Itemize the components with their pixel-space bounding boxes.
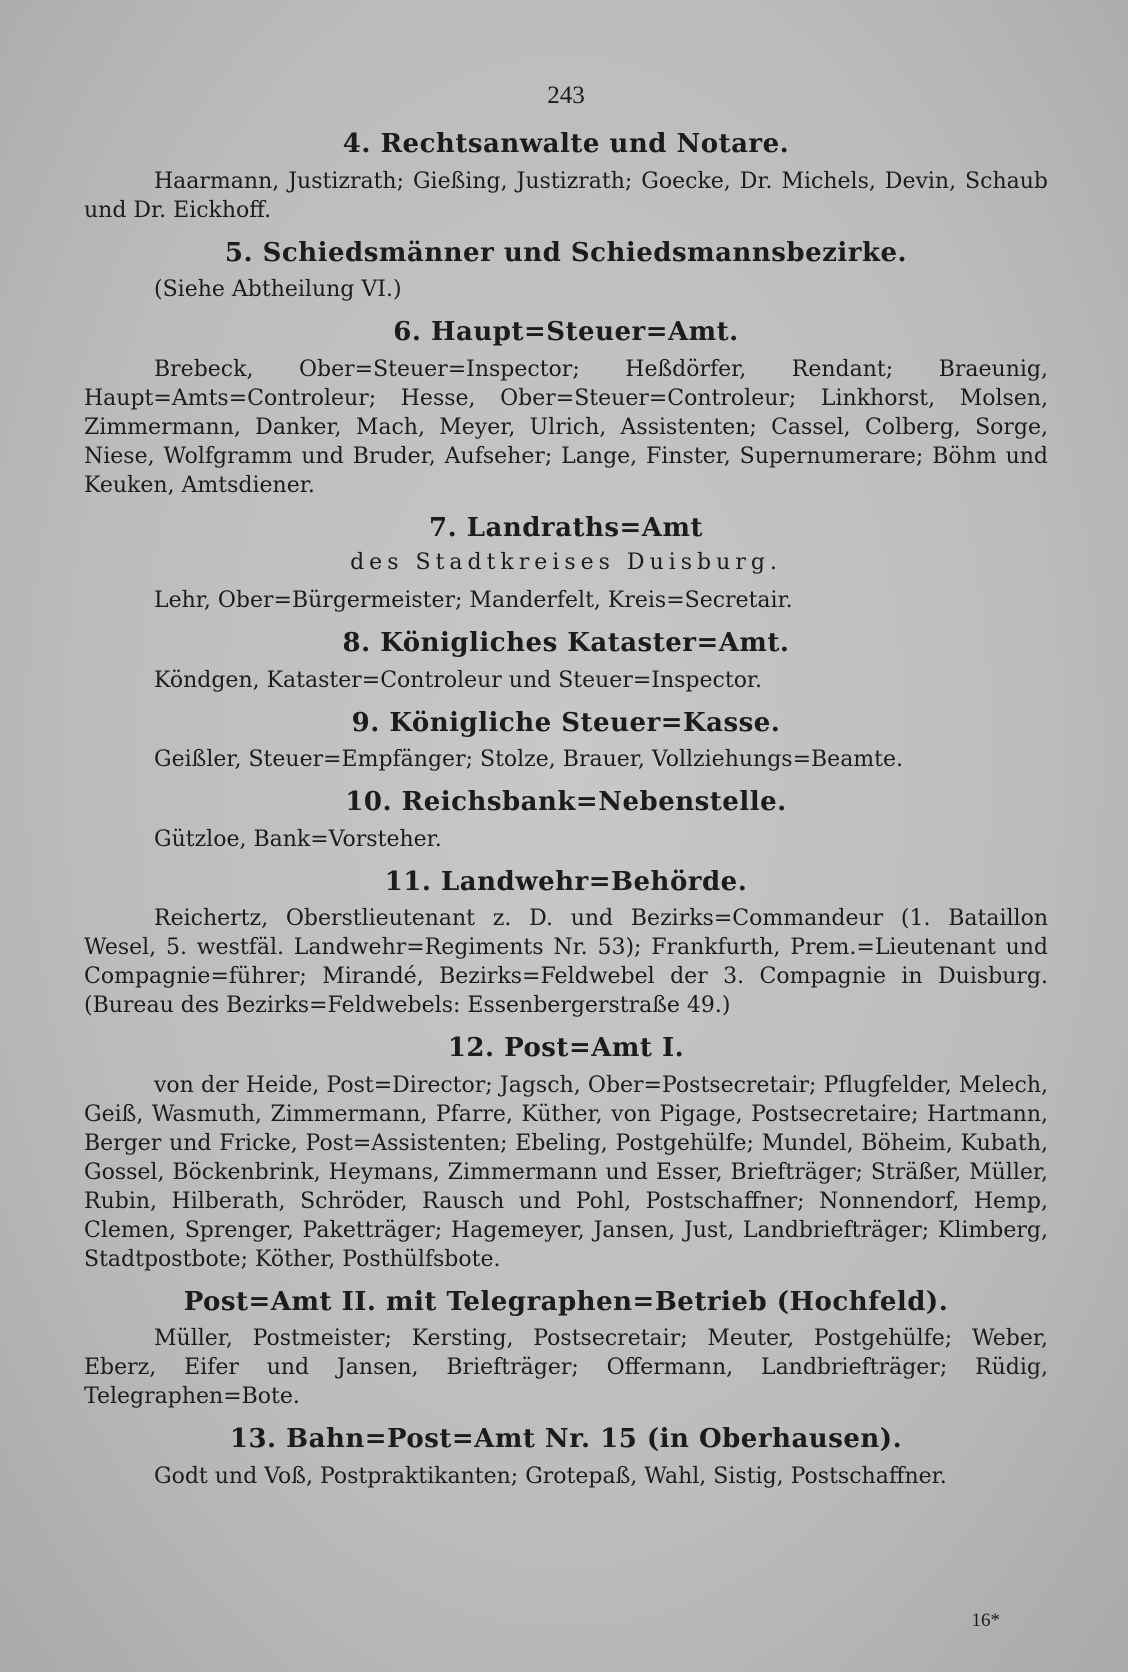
signature-mark: 16* bbox=[971, 1610, 1000, 1631]
section-post-amt-1 bbox=[84, 1032, 1048, 1274]
section-heading: 8. Königliches Kataster=Amt. bbox=[342, 628, 790, 659]
section-haupt-steuer-amt bbox=[84, 316, 1048, 500]
section-text: Köndgen, Kataster=Controleur und Steuer=Inspector. bbox=[154, 667, 763, 693]
section-post-amt-2 bbox=[84, 1286, 1048, 1412]
section-heading: 12. Post=Amt I. bbox=[447, 1033, 685, 1064]
section-heading: 9. Königliche Steuer=Kasse. bbox=[351, 707, 781, 738]
section-text: Lehr, Ober=Bürgermeister; Manderfelt, Kreis=Secretair. bbox=[154, 588, 793, 614]
section-kataster-amt bbox=[84, 627, 1048, 695]
section-landwehr-behoerde bbox=[84, 866, 1048, 1021]
section-landraths-amt bbox=[84, 512, 1048, 616]
section-text: Geißler, Steuer=Empfänger; Stolze, Brauer, Vollziehungs=Beamte. bbox=[154, 747, 904, 773]
section-heading: 11. Landwehr=Behörde. bbox=[384, 866, 748, 897]
section-text: Brebeck, Ober=Steuer=Inspector; Heßdörfer, Rendant; Braeunig, Haupt=Amts=Controleur; Hesse, Ober=Steuer=Controleur; Linkhorst, Molsen, Zimmermann, Danker, Mach, Meyer, Ulrich, Assistenten; Cassel, Colberg, Sorge, Niese, Wolfgramm und Bruder, Aufseher; Lange, Finster, Supernumerare; Böhm und Keuken, Amtsdiener. bbox=[84, 356, 1048, 498]
section-subheading: des Stadtkreises Duisburg. bbox=[350, 550, 782, 575]
section-heading: 4. Rechtsanwalte und Notare. bbox=[342, 129, 790, 159]
page-number: 243 bbox=[547, 82, 585, 109]
section-bahn-post-amt bbox=[84, 1423, 1048, 1491]
section-heading: 7. Landraths=Amt bbox=[429, 512, 703, 543]
section-heading: 10. Reichsbank=Nebenstelle. bbox=[345, 787, 787, 818]
section-reichsbank bbox=[84, 786, 1048, 854]
section-text: Reichertz, Oberstlieutenant z. D. und Bezirks=Commandeur (1. Bataillon Wesel, 5. westfäl. Landwehr=Regiments Nr. 53); Frankfurth, Prem.=Lieutenant und Compagnie=führer; Mirandé, Bezirks=Feldwebel der 3. Compagnie in Duisburg. (Bureau des Bezirks=Feldwebels: Essenbergerstraße 49.) bbox=[84, 906, 1048, 1019]
section-heading: Post=Amt II. mit Telegraphen=Betrieb (Hochfeld). bbox=[183, 1286, 949, 1317]
section-steuer-kasse bbox=[84, 707, 1048, 775]
section-heading: 13. Bahn=Post=Amt Nr. 15 (in Oberhausen). bbox=[229, 1424, 903, 1455]
section-heading: 6. Haupt=Steuer=Amt. bbox=[393, 317, 739, 347]
section-text: von der Heide, Post=Director; Jagsch, Ober=Postsecretair; Pflugfelder, Melech, Geiß, Wasmuth, Zimmermann, Pfarre, Küther, von Pigage, Postsecretaire; Hartmann, Berger und Fricke, Post=Assistenten; Ebeling, Postgehülfe; Mundel, Böheim, Kubath, Gossel, Böckenbrink, Heymans, Zimmermann und Esser, Briefträger; Sträßer, Müller, Rubin, Hilberath, Schröder, Rausch und Pohl, Postschaffner; Nonnendorf, Hemp, Clemen, Sprenger, Paketträger; Hagemeyer, Jansen, Just, Landbriefträger; Klimberg, Stadtpostbote; Köther, Posthülfsbote. bbox=[84, 1072, 1048, 1272]
section-text: Gützloe, Bank=Vorsteher. bbox=[154, 826, 442, 852]
section-text: (Siehe Abtheilung VI.) bbox=[154, 277, 402, 302]
section-heading: 5. Schiedsmänner und Schiedsmannsbezirke. bbox=[224, 237, 908, 268]
section-text: Godt und Voß, Postpraktikanten; Grotepaß, Wahl, Sistig, Postschaffner. bbox=[154, 1463, 947, 1489]
section-text: Haarmann, Justizrath; Gießing, Justizrath; Goecke, Dr. Michels, Devin, Schaub und Dr. Eickhoff. bbox=[84, 168, 1048, 223]
section-text: Müller, Postmeister; Kersting, Postsecretair; Meuter, Postgehülfe; Weber, Eberz, Eifer und Jansen, Briefträger; Offermann, Landbriefträger; Rüdig, Telegraphen=Bote. bbox=[84, 1326, 1048, 1410]
section-rechtsanwalte bbox=[84, 128, 1048, 225]
section-schiedsmaenner bbox=[84, 237, 1048, 305]
